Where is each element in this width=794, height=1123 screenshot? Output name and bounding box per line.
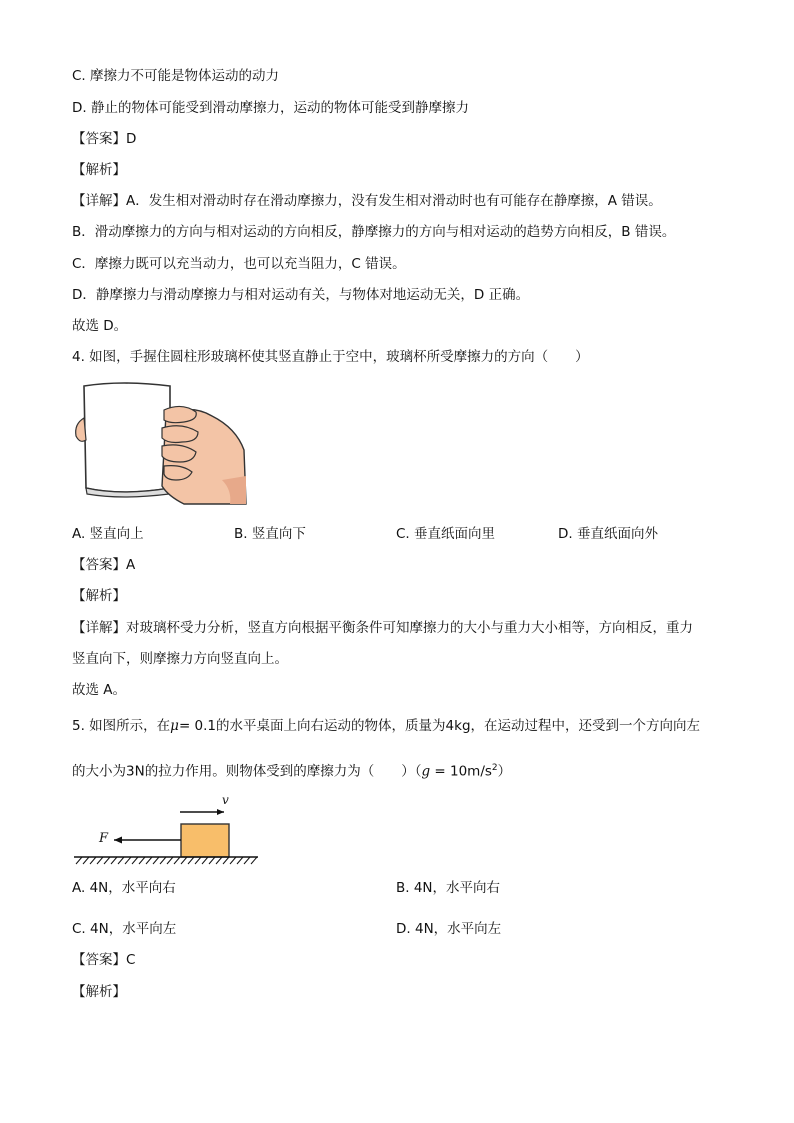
gravity-exponent: 2 [491, 763, 498, 773]
force-value: 3N [126, 763, 145, 780]
q5-option-b: B. 4N，水平向右 [396, 880, 501, 896]
ground-hatching [76, 857, 257, 864]
q5-option-a: A. 4N，水平向右 [72, 880, 176, 896]
q4-stem: 4. 如图，手握住圆柱形玻璃杯使其竖直静止于空中，玻璃杯所受摩擦力的方向（ ） [72, 349, 589, 365]
q4-detail-line-2: 竖直向下，则摩擦力方向竖直向上。 [72, 651, 288, 667]
q3-detail-b: B．滑动摩擦力的方向与相对运动的方向相反，静摩擦力的方向与相对运动的趋势方向相反，B 错误。 [72, 224, 676, 240]
q5-stem-line-2 [72, 759, 511, 781]
q5-analysis-heading: 【解析】 [72, 984, 126, 1000]
gravity-symbol: g [421, 763, 431, 780]
q3-conclusion: 故选 D。 [72, 318, 128, 334]
q5-stem-text-2: 的水平桌面上向右运动的物体，质量为 [216, 718, 446, 734]
q5-stem-text-3: ，在运动过程中，还受到一个方向向左 [470, 718, 701, 734]
q3-option-c: C. 摩擦力不可能是物体运动的动力 [72, 68, 280, 84]
q5-option-c: C. 4N，水平向左 [72, 921, 177, 937]
q5-stem-line-1 [72, 717, 700, 735]
q5-answer: 【答案】C [72, 952, 136, 968]
q3-option-d: D. 静止的物体可能受到滑动摩擦力，运动的物体可能受到静摩擦力 [72, 100, 469, 116]
friction-coefficient-value: = 0.1 [178, 718, 217, 734]
mass-value: 4kg [445, 718, 471, 734]
hand-holding-glass-figure [72, 380, 252, 510]
friction-coefficient-symbol: μ [170, 718, 179, 734]
q4-detail-line-1: 【详解】对玻璃杯受力分析，竖直方向根据平衡条件可知摩擦力的大小与重力大小相等，方向相反，重力 [72, 620, 693, 636]
q5-option-d: D. 4N，水平向左 [396, 921, 502, 937]
q4-option-b: B. 竖直向下 [234, 526, 306, 542]
q4-option-d: D. 垂直纸面向外 [558, 526, 658, 542]
block [181, 824, 229, 857]
q3-detail-d: D．静摩擦力与滑动摩擦力与相对运动有关，与物体对地运动无关，D 正确。 [72, 287, 530, 303]
q5-stem-text-1: 5. 如图所示，在 [72, 718, 171, 734]
q5-stem-text-4: 的大小为 [72, 763, 126, 780]
force-label: F [99, 831, 109, 846]
velocity-label: v [222, 793, 229, 807]
q3-detail-c: C．摩擦力既可以充当动力，也可以充当阻力，C 错误。 [72, 256, 406, 272]
q4-option-c: C. 垂直纸面向里 [396, 526, 496, 542]
q4-analysis-heading: 【解析】 [72, 588, 126, 604]
q4-option-a: A. 竖直向上 [72, 526, 144, 542]
q4-conclusion: 故选 A。 [72, 682, 127, 698]
q5-stem-text-6: ） [497, 763, 512, 780]
block-on-surface-figure [72, 790, 262, 870]
q3-detail-a: 【详解】A．发生相对滑动时存在滑动摩擦力，没有发生相对滑动时也有可能存在静摩擦，A 错误。 [72, 193, 662, 209]
q5-stem-text-5: 的拉力作用。则物体受到的摩擦力为（ ）（ [144, 763, 422, 780]
q4-answer: 【答案】A [72, 557, 136, 573]
q3-analysis-heading: 【解析】 [72, 162, 126, 178]
gravity-value: = 10m/s [430, 763, 492, 780]
q3-answer: 【答案】D [72, 131, 137, 147]
